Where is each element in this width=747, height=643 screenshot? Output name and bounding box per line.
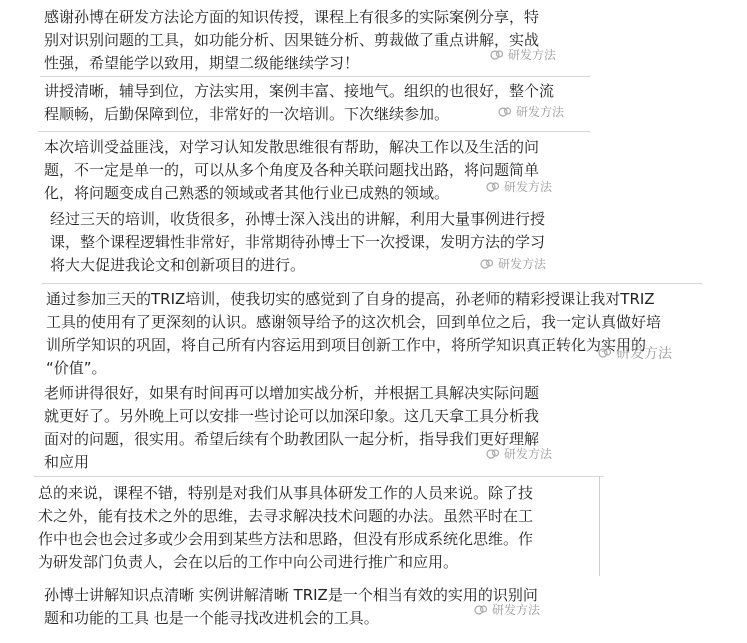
watermark-label: 研发方法 [498, 257, 547, 271]
feedback-line: 就更好了。另外晚上可以安排一些讨论可以加深印象。这几天拿工具分析我 [44, 407, 540, 425]
feedback-line: 本次培训受益匪浅，对学习认知发散思维很有帮助，解决工作以及生活的问 [44, 138, 540, 156]
feedback-line: 作中也会也会过多或少会用到某些方法和思路，但没有形成系统化思维。作 [38, 530, 534, 548]
feedback-line: 孙博士讲解知识点清晰 实例讲解清晰 TRIZ是一个相当有效的实用的识别问 [44, 586, 538, 604]
divider [42, 283, 702, 284]
divider [40, 76, 590, 77]
watermark [480, 255, 546, 272]
divider [34, 476, 604, 477]
watermark-logo-icon [486, 181, 500, 193]
feedback-line: 工具的使用有了更深刻的认识。感谢领导给予的这次机会，回到单位之后，我一定认真做好培 [46, 313, 662, 331]
feedback-line: 题，不一定是单一的，可以从多个角度及各种关联问题找出路，将问题简单 [44, 161, 540, 179]
watermark-logo-icon [474, 604, 488, 616]
watermark [598, 343, 672, 363]
feedback-line: 性强，希望能学以致用，期望二级能继续学习！ [44, 54, 360, 72]
watermark-label: 研发方法 [504, 447, 553, 461]
feedback-line: 和应用 [44, 453, 90, 471]
feedback-line: 讲授清晰，辅导到位，方法实用，案例丰富、接地气。组织的也很好，整个流 [44, 82, 555, 100]
feedback-line: 术之外，能有技术之外的思维，去寻求解决技术问题的办法。虽然平时在工 [38, 507, 534, 525]
feedback-line: 题和功能的工具 也是一个能寻找改进机会的工具。 [44, 609, 379, 627]
feedback-line: 总的来说，课程不错，特别是对我们从事具体研发工作的人员来说。除了技 [38, 484, 534, 502]
feedback-line: 为研发部门负责人，会在以后的工作中向公司进行推广和应用。 [38, 553, 459, 571]
feedback-line: 面对的问题，很实用。希望后续有个助教团队一起分析，指导我们更好理解 [44, 430, 540, 448]
feedback-line: 老师讲得很好，如果有时间再可以增加实战分析，并根据工具解决实际问题 [44, 384, 540, 402]
feedback-line: 感谢孙博在研发方法论方面的知识传授，课程上有很多的实际案例分享，特 [44, 8, 540, 26]
watermark [486, 178, 552, 195]
feedback-block-1 [44, 6, 604, 75]
watermark-label: 研发方法 [504, 180, 553, 194]
watermark-label: 研发方法 [516, 105, 565, 119]
feedback-line: 课，整个课程逻辑性非常好，非常期待孙博士下一次授课，发明方法的学习 [50, 233, 546, 251]
feedback-line: 别对识别问题的工具，如功能分析、因果链分析、剪裁做了重点讲解，实战 [44, 31, 540, 49]
feedback-block-7 [38, 482, 598, 574]
feedback-line: 通过参加三天的TRIZ培训，使我切实的感觉到了自身的提高，孙老师的精彩授课让我对TRIZ [46, 290, 655, 308]
feedback-line: 化，将问题变成自己熟悉的领域或者其他行业已成熟的领域。 [44, 184, 450, 202]
watermark [486, 445, 552, 462]
watermark-logo-icon [498, 106, 512, 118]
feedback-block-5 [46, 288, 736, 380]
watermark-logo-icon [480, 258, 494, 270]
feedback-line: “价值”。 [46, 359, 107, 377]
watermark-label: 研发方法 [616, 346, 672, 362]
watermark [498, 103, 564, 120]
watermark-logo-icon [598, 347, 612, 359]
watermark-logo-icon [490, 49, 504, 61]
watermark [490, 46, 556, 63]
feedback-line: 训所学知识的巩固，将自己所有内容运用到项目创新工作中，将所学知识真正转化为实用的 [46, 336, 647, 354]
watermark-logo-icon [486, 448, 500, 460]
feedback-line: 程顺畅，后勤保障到位，非常好的一次培训。下次继续参加。 [44, 105, 450, 123]
watermark-label: 研发方法 [508, 48, 557, 62]
feedback-line: 经过三天的培训，收货很多，孙博士深入浅出的讲解，利用大量事例进行授 [50, 210, 546, 228]
watermark-label: 研发方法 [492, 603, 541, 617]
watermark [474, 601, 540, 618]
divider [38, 131, 590, 132]
feedback-line: 将大大促进我论文和创新项目的进行。 [50, 256, 306, 274]
divider-vertical [599, 476, 600, 576]
